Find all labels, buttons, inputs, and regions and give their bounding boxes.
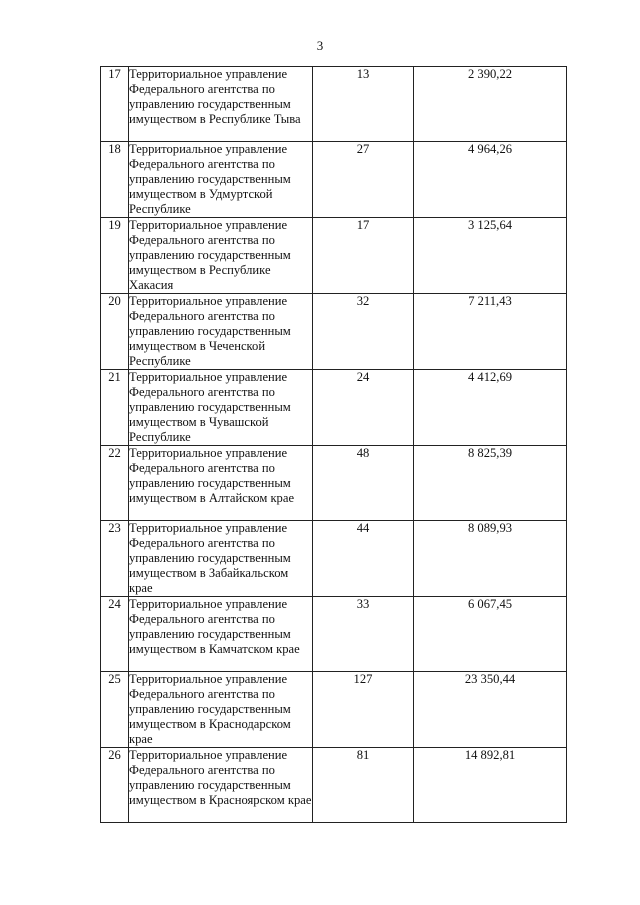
organization-name: Территориальное управление Федерального агентства по управлению государственным имуществом в Камчатском крае xyxy=(129,597,313,672)
organization-name: Территориальное управление Федерального агентства по управлению государственным имуществом в Удмуртской Республике xyxy=(129,142,313,218)
organization-name: Территориальное управление Федерального агентства по управлению государственным имуществом в Республике Хакасия xyxy=(129,218,313,294)
row-number: 24 xyxy=(101,597,129,672)
table-row xyxy=(101,370,567,446)
amount-value: 6 067,45 xyxy=(414,597,567,672)
organization-name: Территориальное управление Федерального агентства по управлению государственным имуществом в Республике Тыва xyxy=(129,67,313,142)
row-number: 22 xyxy=(101,446,129,521)
quantity-value: 48 xyxy=(313,446,414,521)
quantity-value: 33 xyxy=(313,597,414,672)
amount-value: 14 892,81 xyxy=(414,748,567,823)
organization-name: Территориальное управление Федерального агентства по управлению государственным имуществом в Красноярском крае xyxy=(129,748,313,823)
organization-name: Территориальное управление Федерального агентства по управлению государственным имуществом в Чувашской Республике xyxy=(129,370,313,446)
allocation-table xyxy=(100,66,567,823)
row-number: 20 xyxy=(101,294,129,370)
row-number: 18 xyxy=(101,142,129,218)
table-row xyxy=(101,446,567,521)
quantity-value: 32 xyxy=(313,294,414,370)
table-body xyxy=(101,67,567,823)
table-row xyxy=(101,67,567,142)
table-row xyxy=(101,597,567,672)
quantity-value: 24 xyxy=(313,370,414,446)
quantity-value: 27 xyxy=(313,142,414,218)
organization-name: Территориальное управление Федерального агентства по управлению государственным имуществом в Краснодарском крае xyxy=(129,672,313,748)
amount-value: 3 125,64 xyxy=(414,218,567,294)
quantity-value: 44 xyxy=(313,521,414,597)
page-number: 3 xyxy=(316,38,324,53)
table-row xyxy=(101,672,567,748)
quantity-value: 13 xyxy=(313,67,414,142)
amount-value: 2 390,22 xyxy=(414,67,567,142)
row-number: 23 xyxy=(101,521,129,597)
organization-name: Территориальное управление Федерального агентства по управлению государственным имуществом в Чеченской Республике xyxy=(129,294,313,370)
amount-value: 4 412,69 xyxy=(414,370,567,446)
organization-name: Территориальное управление Федерального агентства по управлению государственным имуществом в Забайкальском крае xyxy=(129,521,313,597)
organization-name: Территориальное управление Федерального агентства по управлению государственным имуществом в Алтайском крае xyxy=(129,446,313,521)
table-row xyxy=(101,521,567,597)
amount-value: 4 964,26 xyxy=(414,142,567,218)
table-row xyxy=(101,294,567,370)
table-row xyxy=(101,142,567,218)
quantity-value: 127 xyxy=(313,672,414,748)
table-row xyxy=(101,218,567,294)
table-row xyxy=(101,748,567,823)
row-number: 21 xyxy=(101,370,129,446)
row-number: 26 xyxy=(101,748,129,823)
amount-value: 23 350,44 xyxy=(414,672,567,748)
row-number: 25 xyxy=(101,672,129,748)
row-number: 19 xyxy=(101,218,129,294)
amount-value: 8 825,39 xyxy=(414,446,567,521)
amount-value: 7 211,43 xyxy=(414,294,567,370)
amount-value: 8 089,93 xyxy=(414,521,567,597)
row-number: 17 xyxy=(101,67,129,142)
quantity-value: 17 xyxy=(313,218,414,294)
quantity-value: 81 xyxy=(313,748,414,823)
